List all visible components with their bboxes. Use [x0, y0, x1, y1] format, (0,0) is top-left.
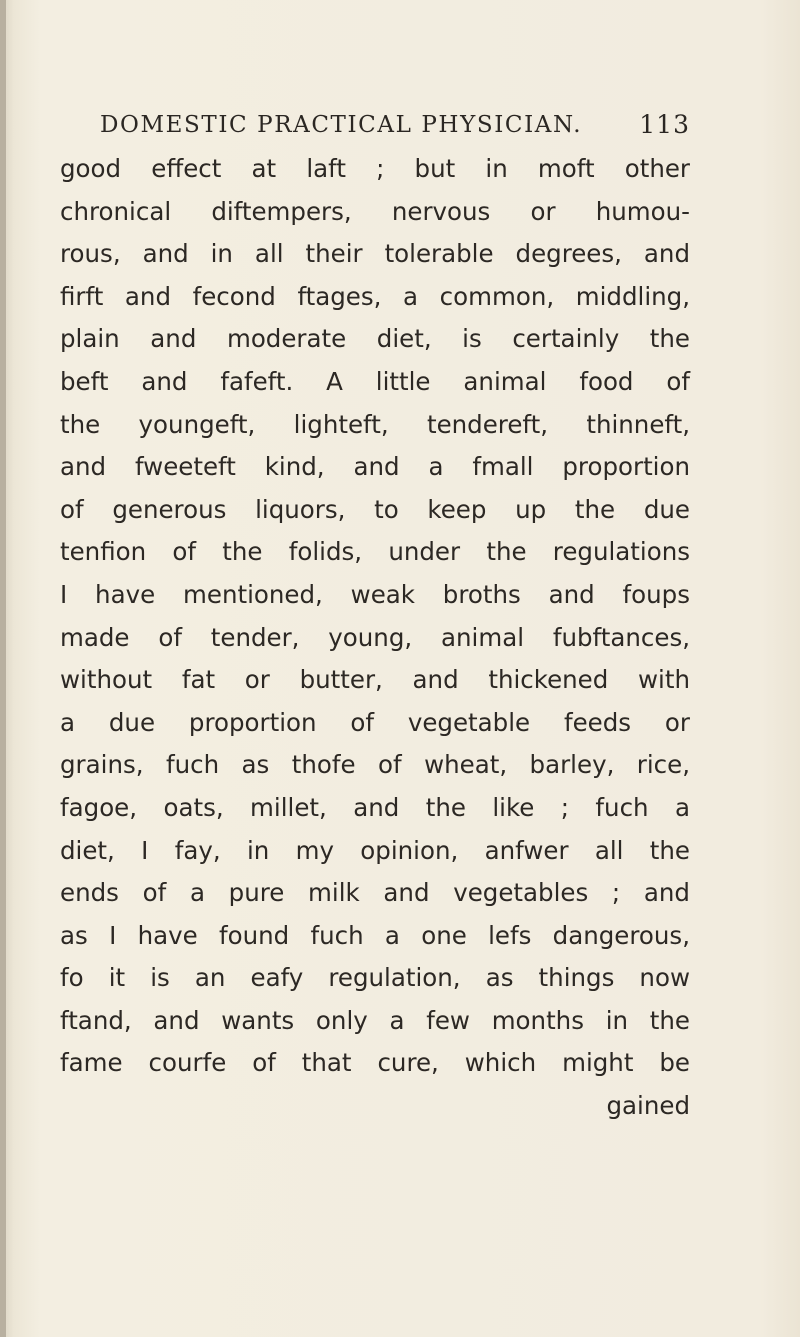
- text-line: fame courfe of that cure, which might be: [60, 1048, 690, 1078]
- text-line: firft and fecond ftages, a common, middling,: [60, 281, 690, 311]
- text-line: beft and fafeft. A little animal food of: [60, 366, 690, 396]
- text-line: of generous liquors, to keep up the due: [60, 494, 690, 524]
- text-line: ends of a pure milk and vegetables ; and: [60, 878, 690, 908]
- text-line: good effect at laft ; but in moft other: [60, 154, 690, 183]
- page-number: 113: [639, 110, 690, 139]
- text-line: as I have found fuch a one lefs dangerous,: [60, 920, 690, 950]
- text-line: I have mentioned, weak broths and foups: [60, 579, 690, 609]
- text-line: tenfion of the folids, under the regulations: [60, 537, 690, 567]
- catchword: gained: [606, 1091, 690, 1121]
- text-line: grains, fuch as thofe of wheat, barley, rice,: [60, 750, 690, 780]
- text-line: the youngeft, lighteft, tendereft, thinneft,: [60, 409, 690, 439]
- text-line: rous, and in all their tolerable degrees, and: [60, 239, 690, 269]
- text-line: plain and moderate diet, is certainly the: [60, 324, 690, 354]
- text-line: a due proportion of vegetable feeds or: [60, 707, 690, 737]
- running-head: [100, 112, 690, 148]
- text-line: chronical diftempers, nervous or humou-: [60, 196, 690, 226]
- page-binding-edge: [0, 0, 6, 1337]
- text-line: ftand, and wants only a few months in the: [60, 1005, 690, 1035]
- text-line: and fweeteft kind, and a fmall proportion: [60, 452, 690, 482]
- text-line: fo it is an eafy regulation, as things now: [60, 963, 690, 993]
- body-text: [60, 148, 690, 1128]
- text-line: made of tender, young, animal fubftances,: [60, 622, 690, 652]
- text-line: fagoe, oats, millet, and the like ; fuch a: [60, 792, 690, 822]
- text-line: diet, I fay, in my opinion, anfwer all the: [60, 835, 690, 865]
- text-line: without fat or butter, and thickened with: [60, 665, 690, 695]
- running-head-title: DOMESTIC PRACTICAL PHYSICIAN.: [100, 112, 583, 138]
